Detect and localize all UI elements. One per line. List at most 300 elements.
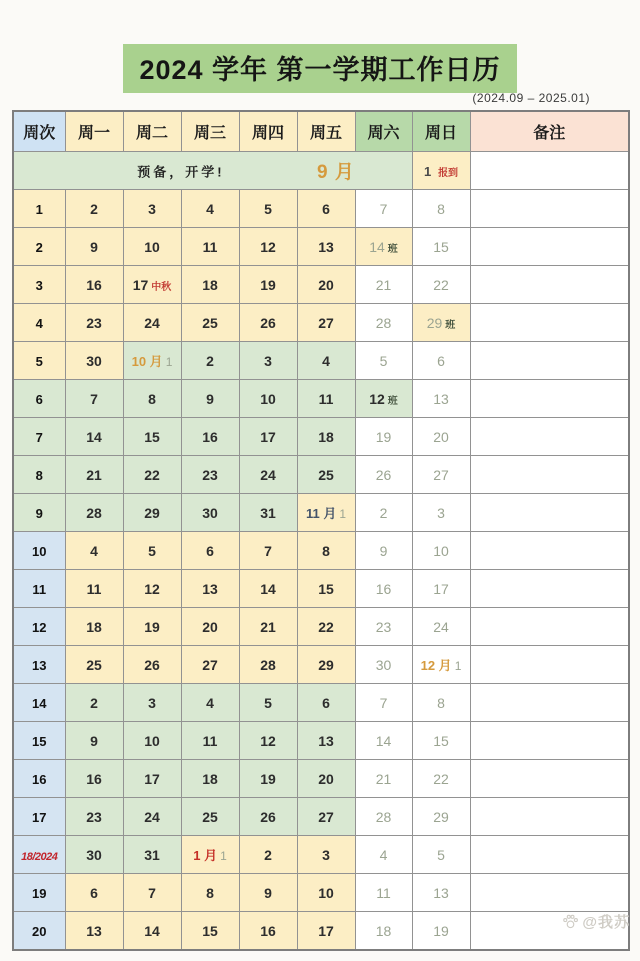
day-number: 20 <box>318 276 334 293</box>
week-number: 5 <box>35 353 43 369</box>
day-cell <box>297 798 355 836</box>
day-cell <box>123 836 181 874</box>
day-cell <box>412 494 470 532</box>
day-cell <box>123 722 181 760</box>
day-cell <box>355 266 412 304</box>
month-label: 12 月 <box>420 658 452 673</box>
day-cell <box>239 874 297 912</box>
day-number: 29 <box>144 504 160 521</box>
day-number: 14 <box>144 922 160 939</box>
week-number-cell <box>13 418 65 456</box>
day-cell <box>65 760 123 798</box>
week-number: 10 <box>32 543 47 559</box>
day-cell <box>123 190 181 228</box>
day-number: 11 <box>318 390 334 407</box>
day-cell <box>297 608 355 646</box>
day-sub-number: 1 <box>220 849 227 863</box>
week-row-18 <box>13 836 629 874</box>
day-number: 8 <box>148 390 156 407</box>
day-cell <box>297 570 355 608</box>
day-number: 8 <box>437 694 445 711</box>
paw-icon <box>562 913 579 930</box>
day-cell <box>181 190 239 228</box>
day-cell <box>355 418 412 456</box>
day-cell <box>65 722 123 760</box>
remark-cell <box>470 684 629 722</box>
day-number: 3 <box>148 200 156 217</box>
day-cell <box>65 342 123 380</box>
day-cell <box>412 760 470 798</box>
week-number-cell <box>13 912 65 951</box>
day-number: 13 <box>433 884 449 901</box>
remark-cell <box>470 722 629 760</box>
day-number: 2 <box>206 352 214 369</box>
day-cell <box>65 418 123 456</box>
day-number: 26 <box>260 808 276 825</box>
day-number: 13 <box>433 390 449 407</box>
day-number: 31 <box>260 504 276 521</box>
day-cell <box>123 266 181 304</box>
day-number: 7 <box>379 200 388 217</box>
day-cell <box>181 418 239 456</box>
day-cell <box>239 760 297 798</box>
week-number: 8 <box>35 467 43 483</box>
day-cell <box>181 532 239 570</box>
day-cell <box>297 912 355 951</box>
day-number: 12 <box>260 238 276 255</box>
week-row-10 <box>13 532 629 570</box>
day-number: 18 <box>375 922 392 939</box>
week-number-cell <box>13 608 65 646</box>
day-number: 17 <box>132 276 149 293</box>
day-number: 24 <box>144 314 160 331</box>
remark-cell <box>470 190 629 228</box>
day-number: 28 <box>86 504 102 521</box>
day-number: 4 <box>379 846 388 863</box>
day-number: 9 <box>206 390 214 407</box>
day-cell <box>239 456 297 494</box>
day-number: 5 <box>379 352 388 369</box>
day-cell <box>123 874 181 912</box>
week-number-cell <box>13 836 65 874</box>
day-cell <box>355 570 412 608</box>
day-cell <box>123 912 181 951</box>
day-number: 15 <box>433 238 449 255</box>
week-number-cell <box>13 228 65 266</box>
day-number: 18 <box>86 618 102 635</box>
day-tag: 班 <box>387 395 398 407</box>
week-number-cell <box>13 380 65 418</box>
day-cell <box>297 190 355 228</box>
day-cell <box>412 684 470 722</box>
day-number: 18 <box>202 276 218 293</box>
remark-cell <box>470 380 629 418</box>
day-cell <box>239 304 297 342</box>
day-number: 6 <box>322 694 330 711</box>
day-cell <box>355 342 412 380</box>
day-tag: 中秋 <box>151 281 172 293</box>
day-number: 28 <box>260 656 276 673</box>
day-cell <box>355 836 412 874</box>
day-cell <box>239 646 297 684</box>
week-row-1 <box>13 190 629 228</box>
day-cell <box>412 646 470 684</box>
week-row-9 <box>13 494 629 532</box>
day-number: 11 <box>202 732 218 749</box>
day-cell <box>297 418 355 456</box>
week-number-cell <box>13 190 65 228</box>
week-number: 17 <box>32 809 47 825</box>
remark-cell <box>470 266 629 304</box>
day-number: 14 <box>260 580 276 597</box>
day-cell <box>239 494 297 532</box>
week-number-cell <box>13 532 65 570</box>
day-cell <box>297 836 355 874</box>
day-number: 26 <box>375 466 392 483</box>
week-number: 2 <box>35 239 43 255</box>
day-number: 17 <box>433 580 449 597</box>
day-number: 20 <box>433 428 449 445</box>
day-number: 23 <box>86 314 102 331</box>
day-cell <box>181 342 239 380</box>
day-cell <box>297 684 355 722</box>
week-row-20 <box>13 912 629 951</box>
day-number: 7 <box>379 694 388 711</box>
day-number: 30 <box>375 656 392 673</box>
week-number: 9 <box>35 505 43 521</box>
day-number: 4 <box>206 200 214 217</box>
day-number: 14 <box>369 238 385 255</box>
day-number: 7 <box>90 390 98 407</box>
day-cell <box>239 836 297 874</box>
day-number: 27 <box>318 808 334 825</box>
day-number: 21 <box>375 770 392 787</box>
day-cell <box>123 532 181 570</box>
day-cell <box>239 798 297 836</box>
week-number-cell <box>13 722 65 760</box>
watermark <box>562 911 630 932</box>
september-banner-row <box>13 152 629 190</box>
day-cell <box>297 342 355 380</box>
day-cell <box>123 228 181 266</box>
day-cell <box>123 646 181 684</box>
week-number-handwritten: 18/2024 <box>21 850 58 863</box>
day-cell <box>65 646 123 684</box>
day-number: 8 <box>437 200 445 217</box>
week-row-12 <box>13 608 629 646</box>
day-number: 30 <box>86 352 102 369</box>
day-cell <box>239 190 297 228</box>
week-number: 19 <box>32 885 47 901</box>
day-number: 26 <box>144 656 160 673</box>
day-cell <box>297 380 355 418</box>
day-number: 9 <box>264 884 272 901</box>
day-cell <box>181 228 239 266</box>
day-number: 27 <box>318 314 334 331</box>
day-number: 5 <box>264 200 272 217</box>
day-number: 3 <box>264 352 272 369</box>
week-row-4 <box>13 304 629 342</box>
remark-cell <box>470 874 629 912</box>
remark-cell <box>470 456 629 494</box>
day-number: 15 <box>144 428 160 445</box>
day-number: 19 <box>144 618 160 635</box>
banner-sunday-cell <box>412 152 470 190</box>
day-number: 31 <box>144 846 160 863</box>
day-number: 27 <box>433 466 449 483</box>
week-number: 14 <box>32 695 47 711</box>
week-number-cell <box>13 456 65 494</box>
week-row-6 <box>13 380 629 418</box>
watermark-text: @我苏 <box>582 914 630 931</box>
day-number: 19 <box>433 922 449 939</box>
day-number: 10 <box>318 884 334 901</box>
day-cell <box>239 608 297 646</box>
remark-cell <box>470 494 629 532</box>
page-title: 2024 学年 第一学期工作日历 <box>123 44 516 93</box>
month-label: 11 月 <box>305 506 337 521</box>
day-number: 27 <box>202 656 218 673</box>
day-cell <box>297 456 355 494</box>
header-sun: 周日 <box>412 111 470 152</box>
day-number: 25 <box>318 466 334 483</box>
day-number: 17 <box>144 770 160 787</box>
header-row <box>13 111 629 152</box>
remark-cell <box>470 418 629 456</box>
week-number-cell <box>13 646 65 684</box>
week-row-16 <box>13 760 629 798</box>
day-number: 11 <box>376 884 391 901</box>
week-number-cell <box>13 570 65 608</box>
day-cell <box>355 456 412 494</box>
day-cell <box>123 494 181 532</box>
day-number: 15 <box>318 580 334 597</box>
day-cell <box>65 608 123 646</box>
day-number: 17 <box>318 922 334 939</box>
month-label: 10 月 <box>131 354 163 369</box>
day-number: 9 <box>90 732 98 749</box>
day-number: 20 <box>318 770 334 787</box>
day-number: 19 <box>375 428 392 445</box>
day-number: 24 <box>433 618 449 635</box>
day-number: 24 <box>144 808 160 825</box>
day-cell <box>65 836 123 874</box>
day-number: 21 <box>375 276 392 293</box>
week-number: 13 <box>32 657 47 673</box>
day-number: 16 <box>86 770 102 787</box>
day-cell <box>123 684 181 722</box>
remark-cell <box>470 532 629 570</box>
day-number: 30 <box>202 504 218 521</box>
day-number: 6 <box>90 884 98 901</box>
day-number: 30 <box>86 846 102 863</box>
day-number: 14 <box>375 732 392 749</box>
day-number: 16 <box>86 276 102 293</box>
day-number: 12 <box>260 732 276 749</box>
day-sub-number: 1 <box>454 659 462 673</box>
day-cell <box>297 532 355 570</box>
day-number: 16 <box>202 428 218 445</box>
header-fri: 周五 <box>297 111 355 152</box>
day-number: 2 <box>379 504 388 521</box>
day-number: 13 <box>318 238 334 255</box>
day-number: 21 <box>86 466 102 483</box>
day-cell <box>65 304 123 342</box>
day-number: 9 <box>90 238 98 255</box>
day-number: 20 <box>202 618 218 635</box>
day-number: 3 <box>437 504 445 521</box>
week-number-cell <box>13 494 65 532</box>
day-cell <box>65 456 123 494</box>
day-cell <box>412 722 470 760</box>
day-cell <box>65 570 123 608</box>
week-number-cell <box>13 760 65 798</box>
remark-cell <box>470 608 629 646</box>
day-number: 25 <box>86 656 102 673</box>
day-cell <box>297 304 355 342</box>
day-cell <box>123 760 181 798</box>
day-number: 11 <box>202 238 218 255</box>
day-number: 10 <box>144 732 160 749</box>
date-range: (2024.09 – 2025.01) <box>472 91 590 105</box>
week-number-cell <box>13 266 65 304</box>
day-cell <box>412 304 470 342</box>
week-number: 16 <box>32 771 47 787</box>
day-cell <box>181 684 239 722</box>
day-number: 10 <box>433 542 449 559</box>
remark-cell <box>470 836 629 874</box>
header-mon: 周一 <box>65 111 123 152</box>
header-tue: 周二 <box>123 111 181 152</box>
week-number: 15 <box>32 733 47 749</box>
day-cell <box>355 722 412 760</box>
day-cell <box>181 266 239 304</box>
week-row-17 <box>13 798 629 836</box>
day-cell <box>65 266 123 304</box>
day-cell <box>355 684 412 722</box>
day-cell <box>181 494 239 532</box>
day-cell <box>239 912 297 951</box>
day-number: 13 <box>202 580 218 597</box>
day-cell <box>65 228 123 266</box>
day-cell <box>355 760 412 798</box>
month-label: 1 月 <box>193 848 218 863</box>
week-number: 1 <box>35 201 43 217</box>
day-number: 18 <box>318 428 334 445</box>
day-number: 3 <box>322 846 330 863</box>
day-tag: 班 <box>387 243 398 255</box>
day-cell <box>181 874 239 912</box>
day-number: 6 <box>437 352 445 369</box>
day-number: 8 <box>322 542 330 559</box>
day-cell <box>412 912 470 951</box>
remark-cell <box>470 228 629 266</box>
day-sub-number: 1 <box>165 355 173 369</box>
day-cell <box>355 532 412 570</box>
day-cell <box>297 874 355 912</box>
day-number: 2 <box>90 200 98 217</box>
day-number: 25 <box>202 314 218 331</box>
day-cell <box>123 304 181 342</box>
day-cell <box>123 380 181 418</box>
day-cell <box>412 190 470 228</box>
day-cell <box>65 874 123 912</box>
day-number: 12 <box>369 390 385 407</box>
day-number: 10 <box>144 238 160 255</box>
header-wed: 周三 <box>181 111 239 152</box>
day-cell <box>123 798 181 836</box>
day-cell <box>239 342 297 380</box>
day-cell <box>412 798 470 836</box>
day-cell <box>355 380 412 418</box>
day-number: 16 <box>260 922 276 939</box>
day-cell <box>239 684 297 722</box>
day-number: 17 <box>260 428 276 445</box>
day-cell <box>412 342 470 380</box>
day-number: 29 <box>426 314 443 331</box>
week-number: 12 <box>32 619 47 635</box>
day-number: 22 <box>144 466 160 483</box>
day-tag: 班 <box>445 319 456 331</box>
day-cell <box>181 570 239 608</box>
day-cell <box>297 646 355 684</box>
day-number: 9 <box>379 542 388 559</box>
week-number-cell <box>13 684 65 722</box>
day-cell <box>355 228 412 266</box>
day-cell <box>181 456 239 494</box>
day-cell <box>181 722 239 760</box>
week-row-11 <box>13 570 629 608</box>
day-cell <box>355 190 412 228</box>
day-number: 6 <box>322 200 330 217</box>
day-cell <box>181 912 239 951</box>
header-weeknum: 周次 <box>13 111 65 152</box>
day-cell <box>412 874 470 912</box>
remark-cell <box>470 570 629 608</box>
header-remarks: 备注 <box>470 111 629 152</box>
day-number: 23 <box>202 466 218 483</box>
day-cell <box>355 798 412 836</box>
day-number: 22 <box>318 618 334 635</box>
day-cell <box>239 570 297 608</box>
week-row-7 <box>13 418 629 456</box>
day-number: 5 <box>148 542 156 559</box>
week-row-14 <box>13 684 629 722</box>
report-day-number: 1 <box>423 163 432 179</box>
day-cell <box>123 418 181 456</box>
day-cell <box>355 912 412 951</box>
day-number: 6 <box>206 542 214 559</box>
day-number: 14 <box>86 428 102 445</box>
week-number: 3 <box>35 277 43 293</box>
day-cell <box>65 912 123 951</box>
week-number-cell <box>13 342 65 380</box>
day-cell <box>123 342 181 380</box>
day-cell <box>123 608 181 646</box>
week-row-3 <box>13 266 629 304</box>
day-number: 4 <box>322 352 330 369</box>
week-row-2 <box>13 228 629 266</box>
day-number: 13 <box>318 732 334 749</box>
week-number-cell <box>13 874 65 912</box>
day-number: 4 <box>90 542 98 559</box>
remark-cell <box>470 342 629 380</box>
day-number: 7 <box>148 884 156 901</box>
day-number: 13 <box>86 922 102 939</box>
day-cell <box>355 874 412 912</box>
day-number: 19 <box>260 276 276 293</box>
day-number: 28 <box>375 808 392 825</box>
